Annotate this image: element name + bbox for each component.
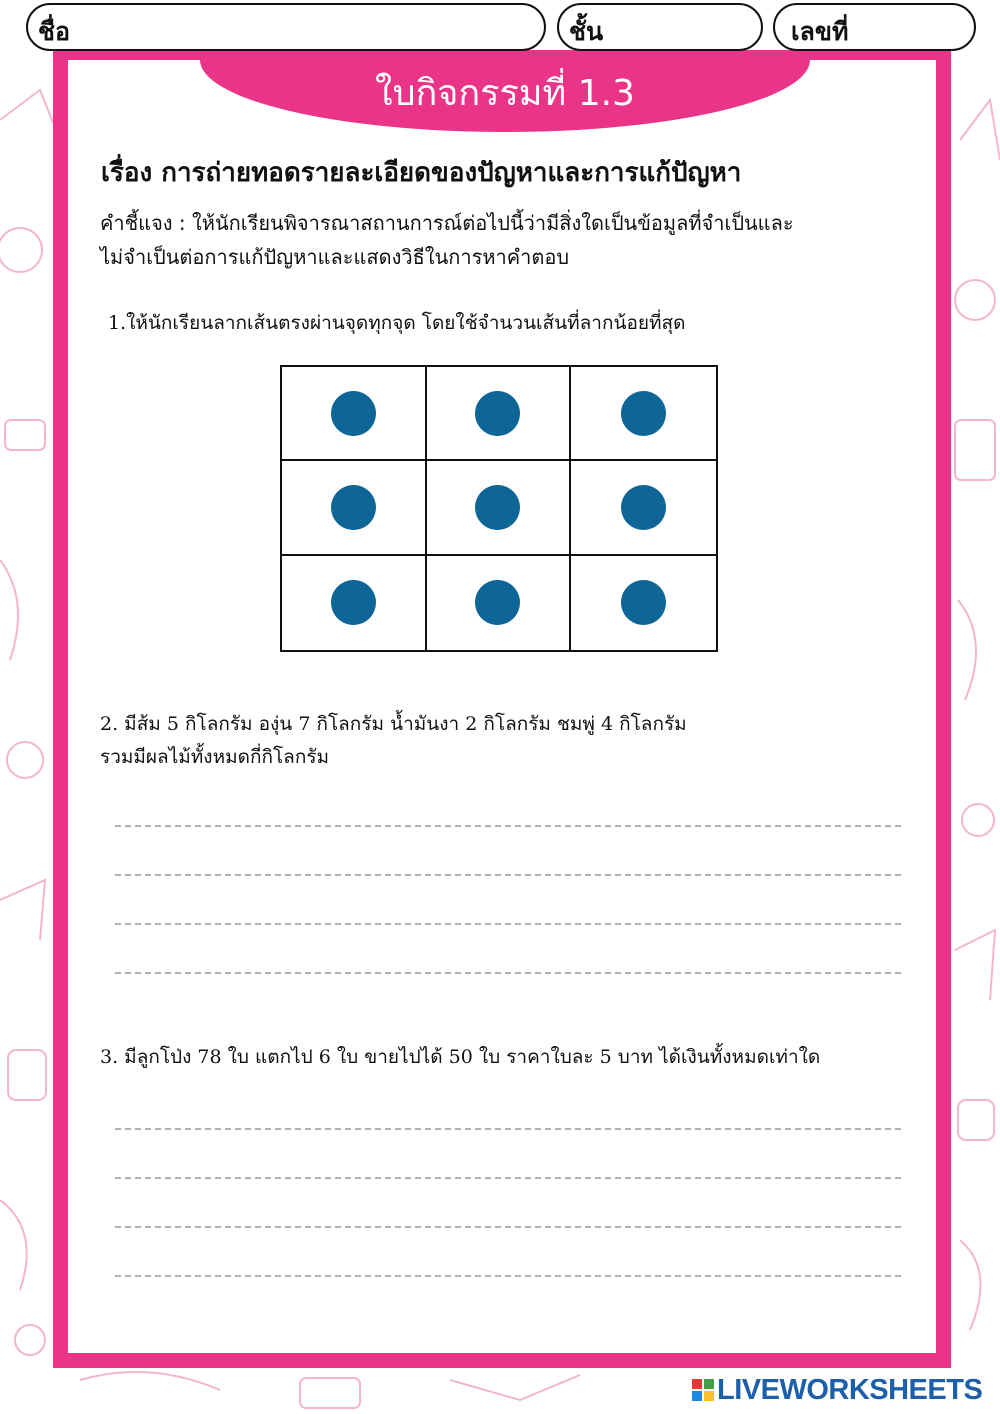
dot[interactable] — [331, 580, 376, 625]
question-2 — [100, 708, 687, 774]
answer-line-q3[interactable] — [115, 1226, 901, 1228]
grid-cell — [571, 461, 716, 555]
instructions-line-2: ไม่จำเป็นต่อการแก้ปัญหาและแสดงวิธีในการหาคำตอบ — [100, 245, 570, 269]
dot[interactable] — [621, 485, 666, 530]
answer-line-q2[interactable] — [115, 825, 901, 827]
grid-cell — [427, 556, 572, 650]
name-field[interactable] — [26, 3, 546, 51]
question-2-line-2: รวมมีผลไม้ทั้งหมดกี่กิโลกรัม — [100, 746, 330, 768]
answer-line-q2[interactable] — [115, 874, 901, 876]
grid-cell — [282, 556, 427, 650]
question-3: 3. มีลูกโป่ง 78 ใบ แตกไป 6 ใบ ขายไปได้ 50 ใบ ราคาใบละ 5 บาท ได้เงินทั้งหมดเท่าใด — [100, 1046, 821, 1068]
class-field[interactable] — [557, 3, 763, 51]
dot[interactable] — [475, 391, 520, 436]
name-label: ชื่อ — [38, 17, 70, 46]
answer-line-q3[interactable] — [115, 1177, 901, 1179]
grid-cell — [571, 367, 716, 461]
answer-line-q3[interactable] — [115, 1275, 901, 1277]
dot[interactable] — [331, 485, 376, 530]
dot[interactable] — [331, 391, 376, 436]
answer-line-q2[interactable] — [115, 972, 901, 974]
dot-grid[interactable] — [280, 365, 718, 652]
brand-text: LIVEWORKSHEETS — [717, 1373, 983, 1406]
grid-cell — [427, 367, 572, 461]
instructions — [100, 206, 930, 274]
grid-cell — [571, 556, 716, 650]
grid-cell — [282, 367, 427, 461]
student-number-label: เลขที่ — [791, 17, 849, 46]
liveworksheets-icon — [692, 1379, 714, 1401]
dot[interactable] — [475, 485, 520, 530]
question-2-line-1: 2. มีส้ม 5 กิโลกรัม องุ่น 7 กิโลกรัม น้ำมันงา 2 กิโลกรัม ชมพู่ 4 กิโลกรัม — [100, 713, 687, 735]
dot[interactable] — [475, 580, 520, 625]
answer-line-q2[interactable] — [115, 923, 901, 925]
worksheet-title: ใบกิจกรรมที่ 1.3 — [200, 60, 810, 132]
worksheet-heading: เรื่อง การถ่ายทอดรายละเอียดของปัญหาและการแก้ปัญหา — [101, 158, 742, 188]
liveworksheets-logo[interactable] — [692, 1372, 982, 1408]
dot[interactable] — [621, 391, 666, 436]
worksheet-frame — [53, 50, 951, 1368]
answer-line-q3[interactable] — [115, 1128, 901, 1130]
grid-cell — [427, 461, 572, 555]
dot[interactable] — [621, 580, 666, 625]
instructions-line-1: คำชี้แจง : ให้นักเรียนพิจารณาสถานการณ์ต่อไปนี้ว่ามีสิ่งใดเป็นข้อมูลที่จำเป็นและ — [100, 211, 794, 235]
grid-cell — [282, 461, 427, 555]
question-1: 1.ให้นักเรียนลากเส้นตรงผ่านจุดทุกจุด โดยใช้จำนวนเส้นที่ลากน้อยที่สุด — [108, 312, 686, 334]
class-label: ชั้น — [569, 17, 604, 46]
worksheet-body — [68, 60, 936, 1353]
student-number-field[interactable] — [773, 3, 976, 51]
